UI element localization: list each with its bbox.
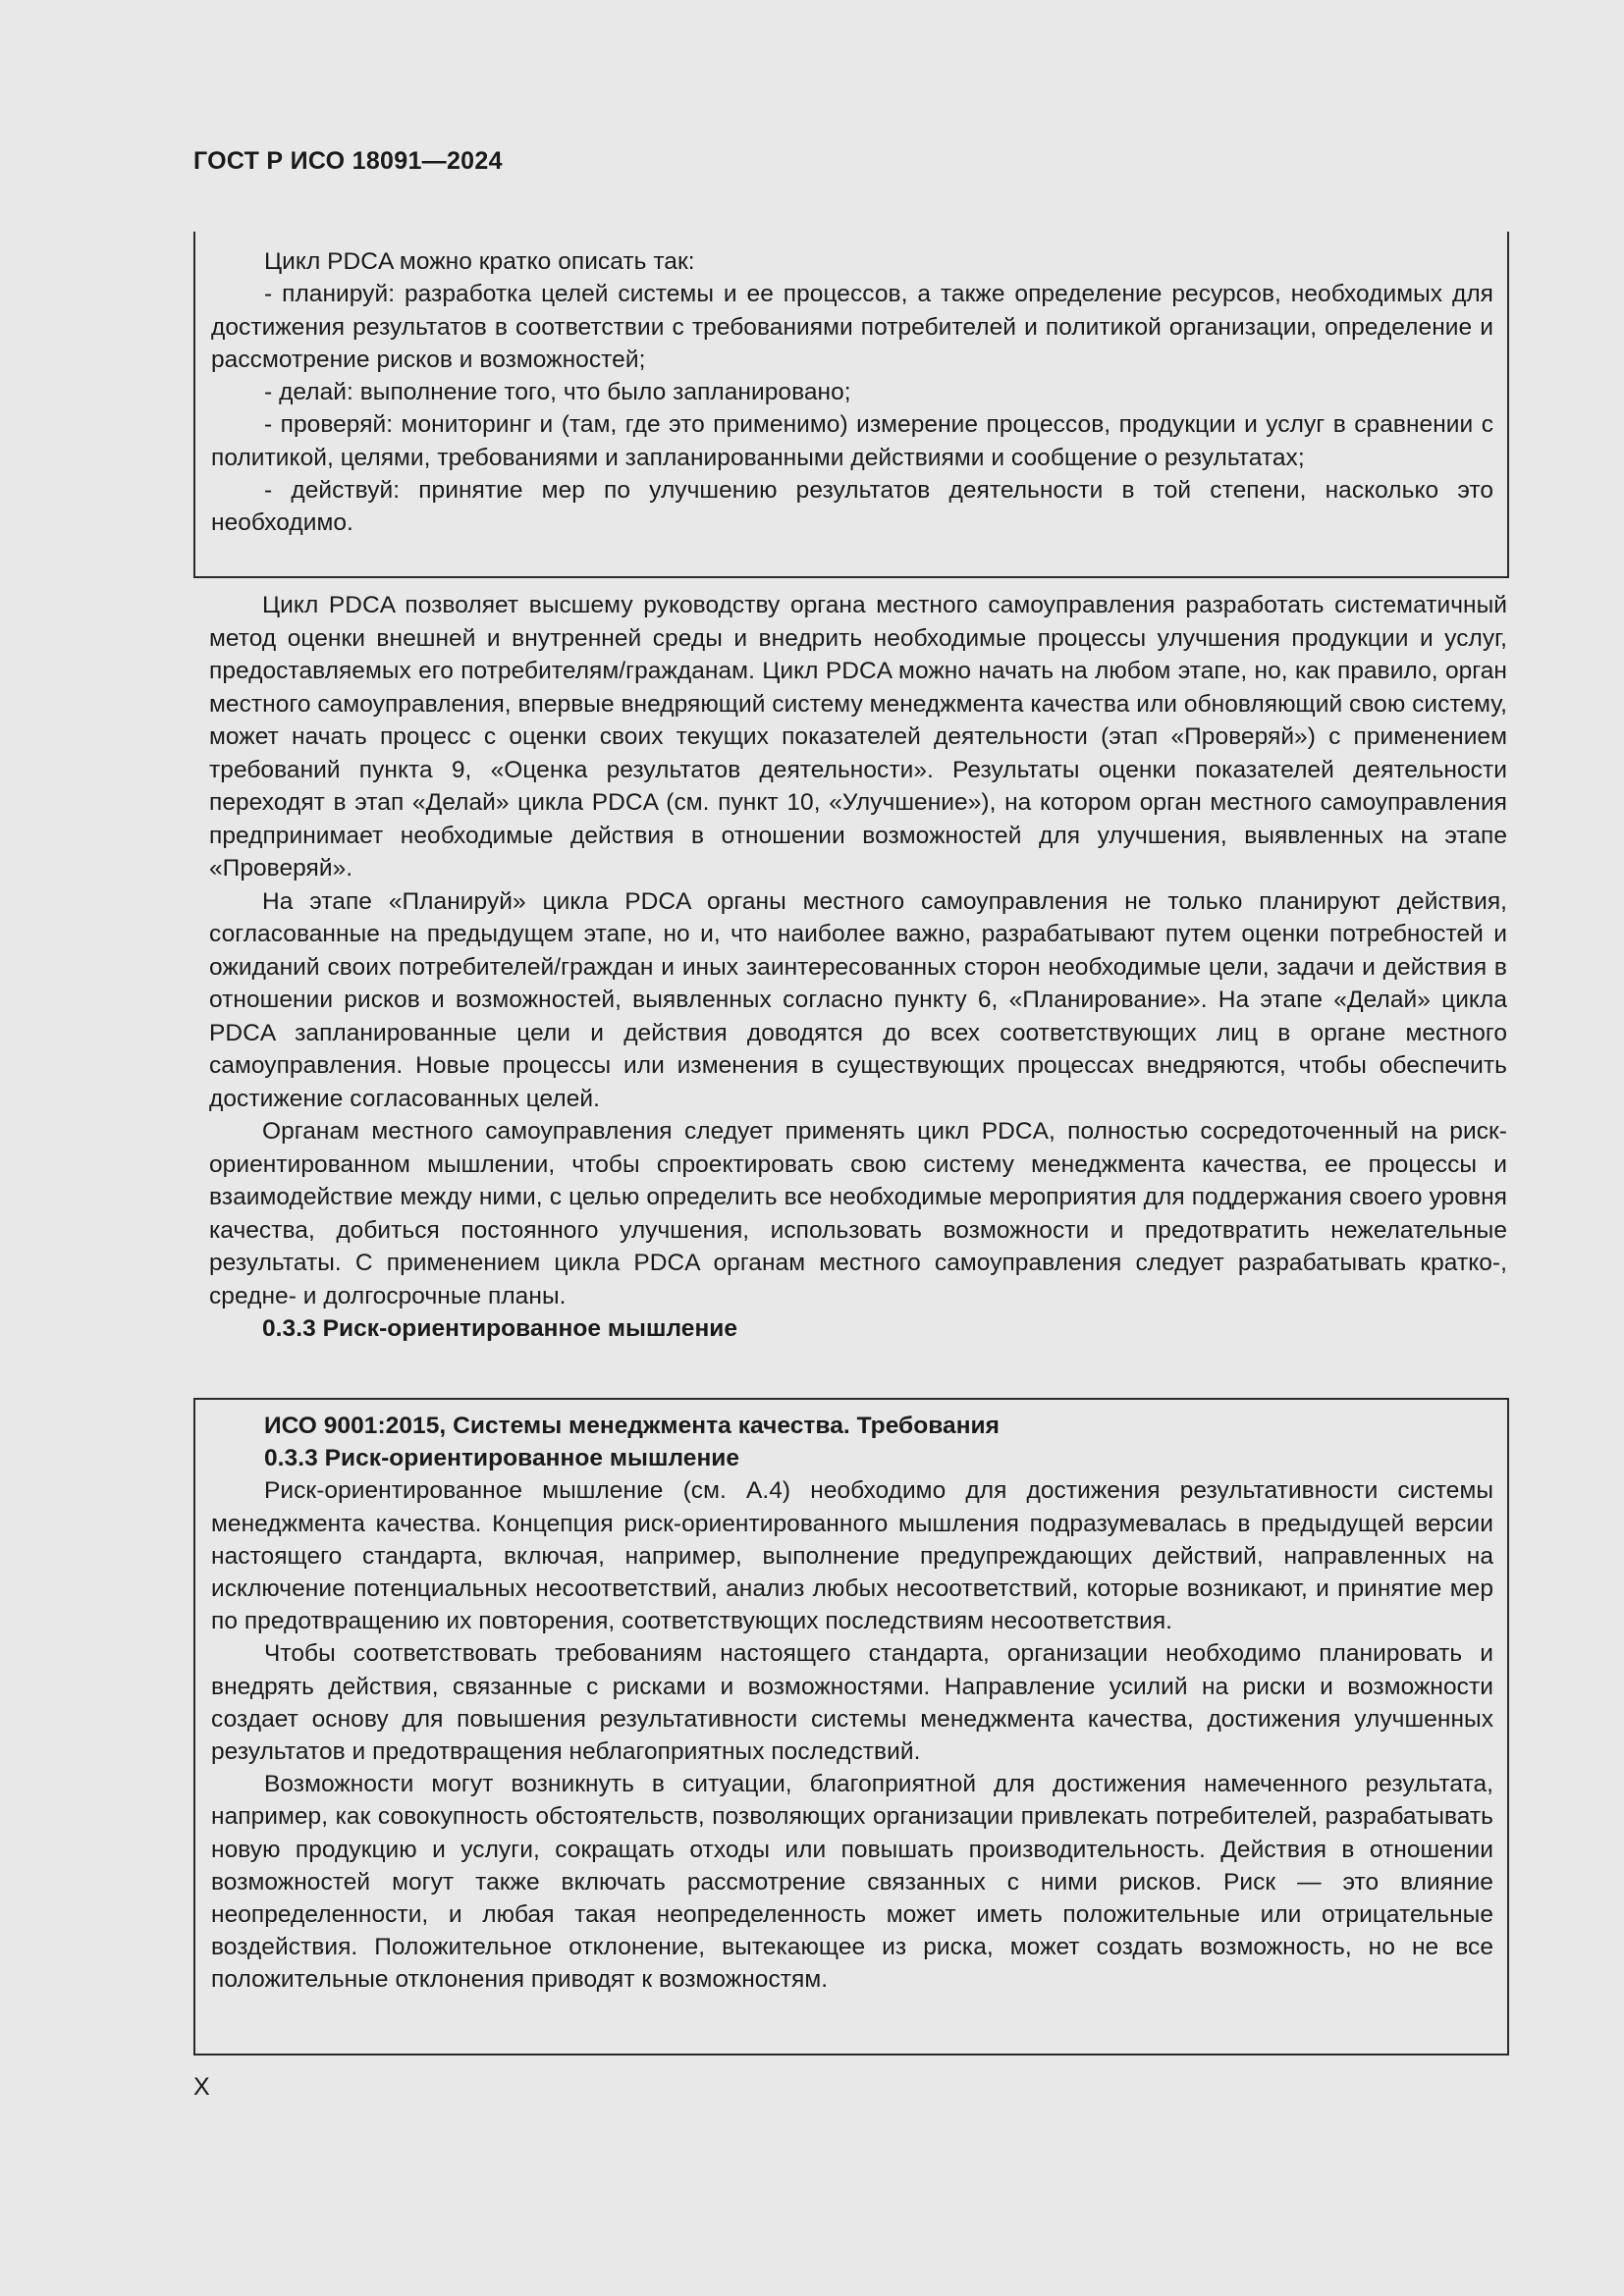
quote-title: ИСО 9001:2015, Системы менеджмента качества. Требования: [264, 1413, 1001, 1439]
pdca-do-item: - делай: выполнение того, что было запланировано;: [264, 379, 851, 406]
pdca-plan-item: - планируй: разработка целей системы и ее процессов, а также определение ресурсов, необходимых для достижения результатов в соответствии с требованиями потребителей и политикой организации, определение и рассмотрение рисков и возможностей;: [211, 281, 1493, 373]
page-number: X: [193, 2073, 210, 2101]
body-paragraph: Органам местного самоуправления следует применять цикл PDCA, полностью сосредоточенный на риск-ориентированном мышлении, чтобы спроектировать свою систему менеджмента качества, ее процессы и взаимодействие между ними, с целью определить все необходимые мероприятия для поддержания своего уровня качества, добиться постоянного улучшения, использовать возможности и предотвратить нежелательные результаты. С применением цикла PDCA органам местного самоуправления следует разрабатывать кратко-, средне- и долгосрочные планы.: [209, 1118, 1507, 1309]
pdca-quote-box: [193, 232, 1509, 578]
pdca-act-item: - действуй: принятие мер по улучшению результатов деятельности в той степени, насколько это необходимо.: [211, 477, 1493, 537]
body-paragraph: Цикл PDCA позволяет высшему руководству органа местного самоуправления разработать систематичный метод оценки внешней и внутренней среды и внедрить необходимые процессы улучшения продукции и услуг, предоставляемых его потребителям/гражданам. Цикл PDCA можно начать на любом этапе, но, как правило, орган местного самоуправления, впервые внедряющий систему менеджмента качества или обновляющий свою систему, может начать процесс с оценки своих текущих показателей деятельности (этап «Проверяй») с применением требований пункта 9, «Оценка результатов деятельности». Результаты оценки показателей деятельности переходят в этап «Делай» цикла PDCA (см. пункт 10, «Улучшение»), на котором орган местного самоуправления предпринимает необходимые действия в отношении возможностей для улучшения, выявленных на этапе «Проверяй».: [209, 592, 1507, 881]
quote-paragraph: Чтобы соответствовать требованиям настоящего стандарта, организации необходимо планировать и внедрять действия, связанные с рисками и возможностями. Направление усилий на риски и возможности создает основу для повышения результативности системы менеджмента качества, достижения улучшенных результатов и предотвращения неблагоприятных последствий.: [211, 1640, 1493, 1766]
pdca-check-item: - проверяй: мониторинг и (там, где это применимо) измерение процессов, продукции и услуг в сравнении с политикой, целями, требованиями и запланированными действиями и сообщение о результатах;: [211, 411, 1493, 471]
iso-quote-box: [193, 1398, 1509, 2056]
pdca-intro: Цикл PDCA можно кратко описать так:: [264, 248, 695, 275]
body-paragraph: На этапе «Планируй» цикла PDCA органы местного самоуправления не только планируют действия, согласованные на предыдущем этапе, но и, что наиболее важно, разрабатывают путем оценки потребностей и ожиданий своих потребителей/граждан и иных заинтересованных сторон необходимые цели, задачи и действия в отношении рисков и возможностей, выявленных согласно пункту 6, «Планирование». На этапе «Делай» цикла PDCA запланированные цели и действия доводятся до всех соответствующих лиц в органе местного самоуправления. Новые процессы или изменения в существующих процессах внедряются, чтобы обеспечить достижение согласованных целей.: [209, 887, 1507, 1112]
quote-subheading: 0.3.3 Риск-ориентированное мышление: [264, 1445, 740, 1472]
quote-paragraph: Возможности могут возникнуть в ситуации, благоприятной для достижения намеченного результата, например, как совокупность обстоятельств, позволяющих организации привлекать потребителей, разрабатывать новую продукцию и услуги, сокращать отходы или повышать производительность. Действия в отношении возможностей могут также включать рассмотрение связанных с ними рисков. Риск — это влияние неопределенности, и любая такая неопределенность может иметь положительные или отрицательные воздействия. Положительное отклонение, вытекающее из риска, может создать возможность, но не все положительные отклонения приводят к возможностям.: [211, 1771, 1493, 1994]
section-heading: 0.3.3 Риск-ориентированное мышление: [262, 1315, 738, 1342]
body-text: [209, 589, 1507, 1346]
quote-paragraph: Риск-ориентированное мышление (см. А.4) необходимо для достижения результативности системы менеджмента качества. Концепция риск-ориентированного мышления подразумевалась в предыдущей версии настоящего стандарта, включая, например, выполнение предупреждающих действий, направленных на исключение потенциальных несоответствий, анализ любых несоответствий, которые возникают, и принятие мер по предотвращению их повторения, соответствующих последствиям несоответствия.: [211, 1477, 1493, 1635]
document-id-header: ГОСТ Р ИСО 18091—2024: [193, 147, 503, 175]
